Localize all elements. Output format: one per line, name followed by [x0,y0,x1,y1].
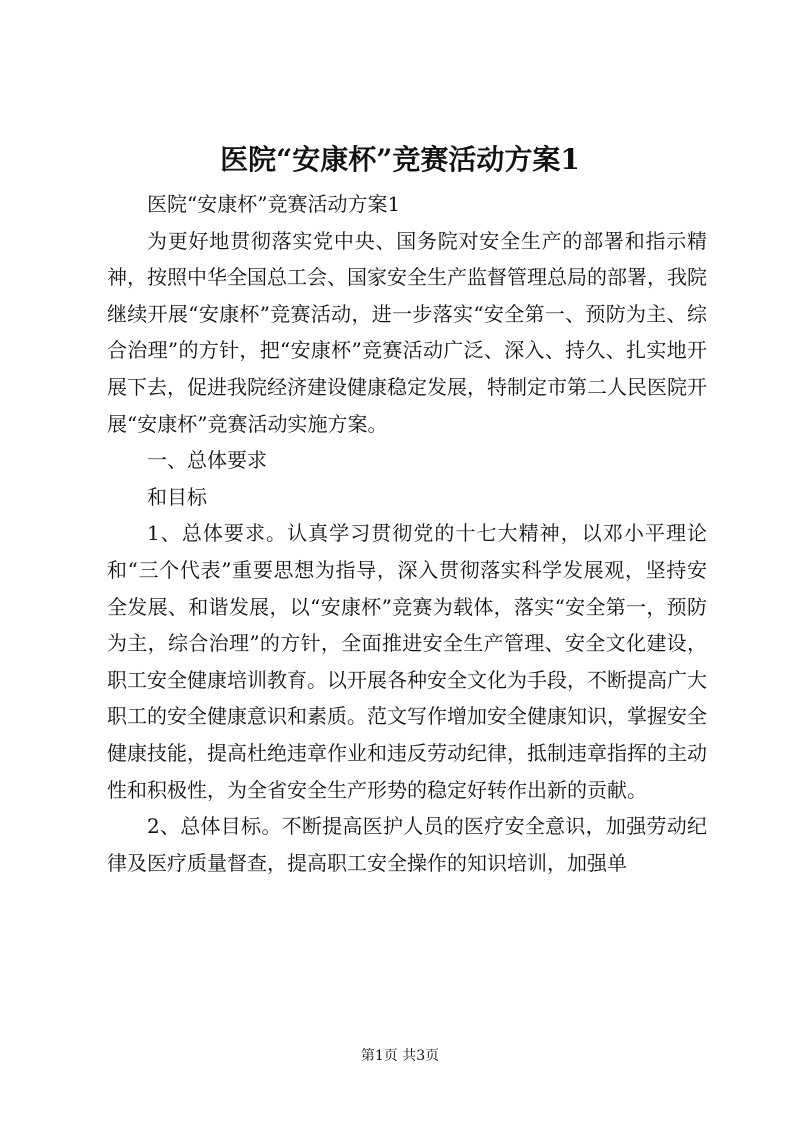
section-heading: 一、总体要求 [147,448,267,473]
subtitle-paragraph: 医院“安康杯”竞赛活动方案1 [147,192,401,216]
page-title: 医院“安康杯”竞赛活动方案1 [220,143,580,176]
section-heading-continued: 和目标 [147,484,207,509]
page-footer: 第1页 共3页 [360,1048,440,1064]
intro-paragraph: 为更好地贯彻落实党中央、国务院对安全生产的部署和指示精神，按照中华全国总工会、国家安全生产监督管理总局的部署，我院继续开展“安康杯”竞赛活动，进一步落实“安全第一、预防为主、综合治理”的方针，把“安康杯”竞赛活动广泛、深入、持久、扎实地开展下去，促进我院经济建设健康稳定发展，特制定市第二人民医院开展“安康杯”竞赛活动实施方案。 [107,228,707,436]
goals-paragraph: 2、总体目标。不断提高医护人员的医疗安全意识，加强劳动纪律及医疗质量督查，提高职工安全操作的知识培训，加强单 [107,814,707,875]
document-body [107,186,707,881]
requirements-paragraph: 1、总体要求。认真学习贯彻党的十七大精神，以邓小平理论和“三个代表”重要思想为指导，深入贯彻落实科学发展观，坚持安全发展、和谐发展，以“安康杯”竞赛为载体，落实“安全第一，预防为主，综合治理”的方针，全面推进安全生产管理、安全文化建设，职工安全健康培训教育。以开展各种安全文化为手段，不断提高广大职工的安全健康意识和素质。范文写作增加安全健康知识，掌握安全健康技能，提高杜绝违章作业和违反劳动纪律，抵制违章指挥的主动性和积极性，为全省安全生产形势的稳定好转作出新的贡献。 [107,521,707,802]
